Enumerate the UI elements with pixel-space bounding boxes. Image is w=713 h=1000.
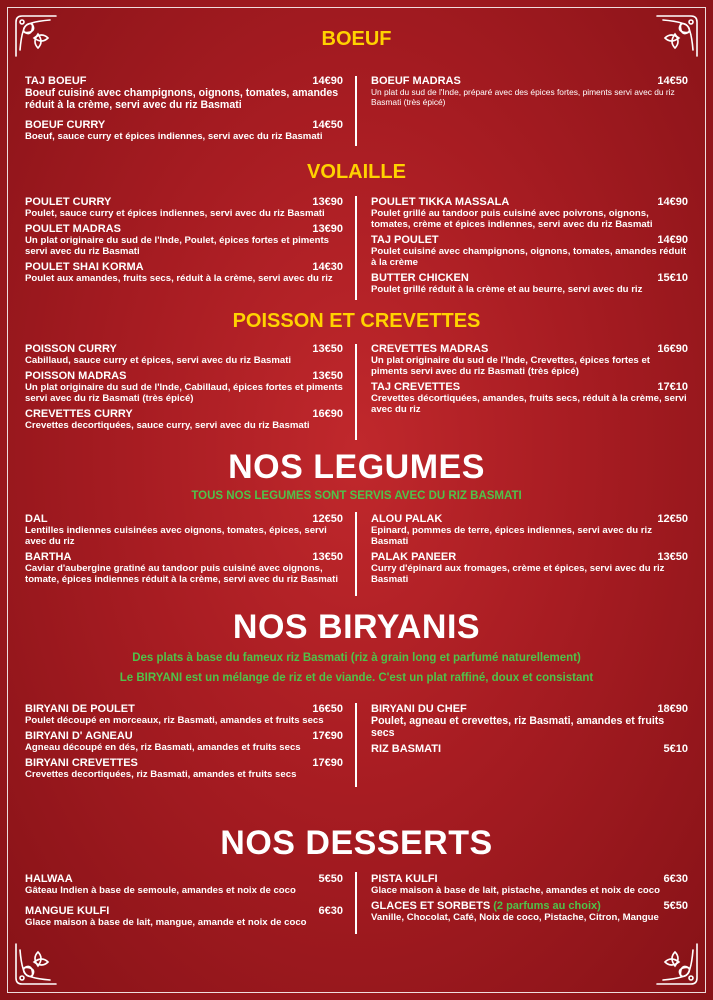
menu-item <box>25 513 343 547</box>
item-name: BUTTER CHICKEN <box>371 272 469 284</box>
item-price: 17€90 <box>312 757 343 769</box>
menu-item <box>25 223 343 257</box>
item-name: ALOU PALAK <box>371 513 443 525</box>
menu-item <box>371 743 688 755</box>
corner-ornament-icon <box>653 940 701 988</box>
legumes-left-column <box>25 513 343 589</box>
item-price: 6€30 <box>663 873 688 885</box>
menu-item <box>25 757 343 780</box>
menu-item <box>25 703 343 726</box>
item-price: 13€50 <box>657 551 688 563</box>
item-price: 15€10 <box>657 272 688 284</box>
biryanis-right-column <box>371 703 688 759</box>
menu-item <box>371 900 688 923</box>
column-divider <box>355 76 357 146</box>
item-price: 5€10 <box>663 743 688 755</box>
biryanis-left-column <box>25 703 343 784</box>
column-divider <box>355 872 357 934</box>
menu-item <box>25 75 343 111</box>
menu-item <box>371 381 688 415</box>
menu-item <box>371 551 688 585</box>
item-description: Crevettes decortiquées, sauce curry, servi avec du riz Basmati <box>25 420 310 431</box>
item-description: Caviar d'aubergine gratiné au tandoor puis cuisiné avec oignons, tomate, épices indiennes réduit à la crème, servi avec du riz Basmati <box>25 563 338 585</box>
menu-item <box>25 261 343 284</box>
item-note: (2 parfums au choix) <box>493 900 601 912</box>
menu-item <box>25 343 343 366</box>
item-description: Cabillaud, sauce curry et épices, servi avec du riz Basmati <box>25 355 292 366</box>
item-description: Poulet aux amandes, fruits secs, réduit à la crème, servi avec du riz <box>25 273 333 284</box>
volaille-right-column <box>371 196 688 299</box>
menu-item <box>25 408 343 431</box>
menu-item <box>25 370 343 404</box>
item-price: 5€50 <box>318 873 343 885</box>
item-name: CREVETTES CURRY <box>25 408 133 420</box>
boeuf-left-column <box>25 75 343 146</box>
item-price: 12€50 <box>657 513 688 525</box>
item-name: PISTA KULFI <box>371 873 438 885</box>
menu-item <box>25 905 343 928</box>
menu-item <box>371 272 688 295</box>
item-description: Poulet, agneau et crevettes, riz Basmati, amandes et fruits secs <box>371 715 665 739</box>
item-name: POISSON MADRAS <box>25 370 127 382</box>
item-description: Un plat du sud de l'Inde, préparé avec des épices fortes, piments servi avec du riz Basmati (très épicé) <box>371 87 675 107</box>
item-description: Lentilles indiennes cuisinées avec oignons, tomates, épices, servi avec du riz <box>25 525 327 547</box>
item-name: MANGUE KULFI <box>25 905 110 917</box>
item-price: 17€10 <box>657 381 688 393</box>
item-description: Poulet, sauce curry et épices indiennes, servi avec du riz Basmati <box>25 208 325 219</box>
item-name: BIRYANI DU CHEF <box>371 703 467 715</box>
item-name: TAJ BOEUF <box>25 75 87 87</box>
section-title-legumes: NOS LEGUMES <box>228 448 485 486</box>
item-description: Crevettes décortiquées, amandes, fruits secs, réduit à la crème, servi avec du riz <box>371 393 687 415</box>
item-price: 14€90 <box>657 196 688 208</box>
legumes-subtitle: TOUS NOS LEGUMES SONT SERVIS AVEC DU RIZ BASMATI <box>191 490 522 502</box>
item-description: Poulet découpé en morceaux, riz Basmati, amandes et fruits secs <box>25 715 324 726</box>
item-name: RIZ BASMATI <box>371 743 442 755</box>
poisson-right-column <box>371 343 688 419</box>
desserts-right-column <box>371 873 688 927</box>
item-price: 17€90 <box>312 730 343 742</box>
section-title-desserts: NOS DESSERTS <box>220 824 493 862</box>
item-price: 14€50 <box>657 75 688 87</box>
item-name: GLACES ET SORBETS <box>371 900 491 912</box>
menu-item <box>25 730 343 753</box>
item-price: 6€30 <box>318 905 343 917</box>
item-name: POULET SHAI KORMA <box>25 261 144 273</box>
menu-item <box>371 703 688 739</box>
item-price: 13€50 <box>312 343 343 355</box>
item-name: POULET TIKKA MASSALA <box>371 196 510 208</box>
menu-item <box>371 234 688 268</box>
item-name: TAJ CREVETTES <box>371 381 461 393</box>
section-title-poisson: POISSON ET CREVETTES <box>232 310 481 332</box>
menu-item <box>371 75 688 107</box>
menu-item <box>25 873 343 896</box>
item-description: Boeuf cuisiné avec champignons, oignons, tomates, amandes réduit à la crème, servi avec du riz Basmati <box>25 87 339 111</box>
boeuf-right-column <box>371 75 688 111</box>
item-description: Un plat originaire du sud de l'Inde, Crevettes, épices fortes et piments servi avec du riz Basmati (très épicé) <box>371 355 650 377</box>
item-description: Un plat originaire du sud de l'Inde, Cabillaud, épices fortes et piments servi avec du riz Basmati (très épicé) <box>25 382 343 404</box>
item-price: 14€90 <box>312 75 343 87</box>
item-price: 16€90 <box>657 343 688 355</box>
item-price: 16€90 <box>312 408 343 420</box>
item-price: 16€50 <box>312 703 343 715</box>
column-divider <box>355 512 357 596</box>
item-price: 13€90 <box>312 223 343 235</box>
item-price: 5€50 <box>663 900 688 912</box>
menu-item <box>371 513 688 547</box>
item-name: BOEUF MADRAS <box>371 75 461 87</box>
item-name: CREVETTES MADRAS <box>371 343 489 355</box>
column-divider <box>355 196 357 300</box>
poisson-left-column <box>25 343 343 435</box>
item-price: 13€50 <box>312 370 343 382</box>
item-description: Poulet grillé au tandoor puis cuisiné avec poivrons, oignons, tomates, crème et épices indiennes, servi avec du riz Basmati <box>371 208 653 230</box>
biryanis-subtitle-2: Le BIRYANI est un mélange de riz et de viande. C'est un plat raffiné, doux et consistant <box>119 672 594 684</box>
volaille-left-column <box>25 196 343 288</box>
item-price: 13€90 <box>312 196 343 208</box>
item-name: BOEUF CURRY <box>25 119 106 131</box>
item-description: Epinard, pommes de terre, épices indiennes, servi avec du riz Basmati <box>371 525 652 547</box>
item-name: BIRYANI D' AGNEAU <box>25 730 133 742</box>
item-name: POULET MADRAS <box>25 223 121 235</box>
menu-item <box>25 196 343 219</box>
item-price: 14€90 <box>657 234 688 246</box>
item-description: Vanille, Chocolat, Café, Noix de coco, Pistache, Citron, Mangue <box>371 912 659 923</box>
item-price: 14€50 <box>312 119 343 131</box>
item-name: PALAK PANEER <box>371 551 457 563</box>
item-name: TAJ POULET <box>371 234 439 246</box>
item-name: HALWAA <box>25 873 73 885</box>
section-title-boeuf: BOEUF <box>321 28 392 50</box>
legumes-right-column <box>371 513 688 589</box>
menu-item <box>25 119 343 142</box>
item-description: Un plat originaire du sud de l'Inde, Poulet, épices fortes et piments servi avec du riz Basmati <box>25 235 330 257</box>
item-description: Poulet grillé réduit à la crème et au beurre, servi avec du riz <box>371 284 643 295</box>
desserts-left-column <box>25 873 343 932</box>
menu-item <box>371 196 688 230</box>
item-name: DAL <box>25 513 48 525</box>
item-description: Glace maison à base de lait, mangue, amande et noix de coco <box>25 917 307 928</box>
item-name: POULET CURRY <box>25 196 112 208</box>
item-name: BIRYANI DE POULET <box>25 703 135 715</box>
corner-ornament-icon <box>12 940 60 988</box>
menu-item <box>25 551 343 585</box>
menu-item <box>371 873 688 896</box>
item-description: Crevettes decortiquées, riz Basmati, amandes et fruits secs <box>25 769 297 780</box>
item-price: 12€50 <box>312 513 343 525</box>
menu-item <box>371 343 688 377</box>
item-description: Curry d'épinard aux fromages, crème et épices, servi avec du riz Basmati <box>371 563 665 585</box>
item-description: Boeuf, sauce curry et épices indiennes, servi avec du riz Basmati <box>25 131 323 142</box>
section-title-biryanis: NOS BIRYANIS <box>232 608 481 646</box>
item-description: Gâteau Indien à base de semoule, amandes et noix de coco <box>25 885 296 896</box>
item-description: Poulet cuisiné avec champignons, oignons, tomates, amandes réduit à la crème <box>371 246 687 268</box>
item-description: Agneau découpé en dés, riz Basmati, amandes et fruits secs <box>25 742 301 753</box>
column-divider <box>355 703 357 787</box>
item-name: POISSON CURRY <box>25 343 117 355</box>
item-name: BARTHA <box>25 551 72 563</box>
item-name: BIRYANI CREVETTES <box>25 757 138 769</box>
section-title-volaille: VOLAILLE <box>307 161 406 183</box>
biryanis-subtitle-1: Des plats à base du fameux riz Basmati (riz à grain long et parfumé naturellement) <box>132 652 581 664</box>
item-description: Glace maison à base de lait, pistache, amandes et noix de coco <box>371 885 660 896</box>
item-price: 13€50 <box>312 551 343 563</box>
item-price: 18€90 <box>657 703 688 715</box>
item-price: 14€30 <box>312 261 343 273</box>
column-divider <box>355 344 357 440</box>
